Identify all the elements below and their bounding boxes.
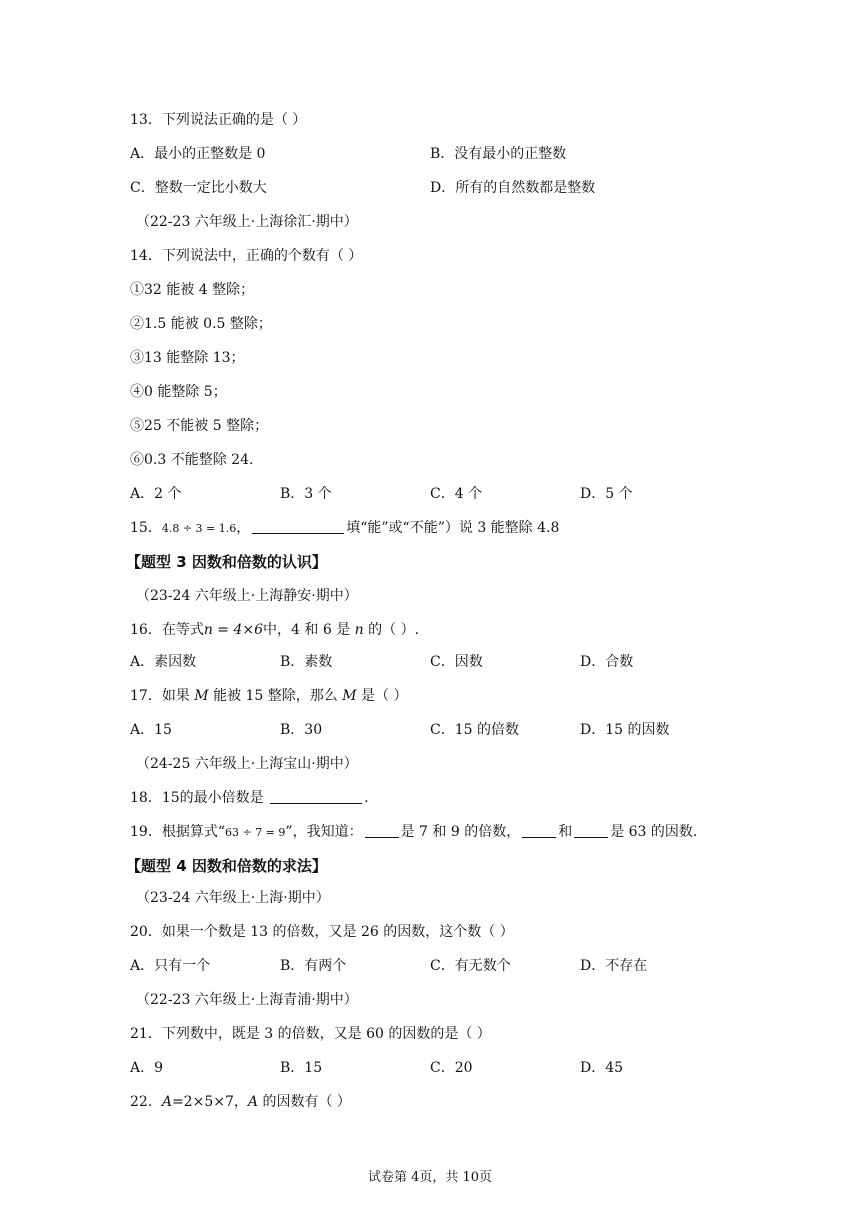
answer-blank[interactable] xyxy=(252,519,344,534)
q21-option-d: D．45 xyxy=(580,1060,624,1076)
q17-option-a: A．15 xyxy=(130,722,172,738)
q17-var: M xyxy=(194,688,209,704)
q16-post: 的（ ）. xyxy=(368,622,420,638)
answer-blank[interactable] xyxy=(365,823,399,838)
q13-stem: 13．下列说法正确的是（ ） xyxy=(130,112,307,128)
answer-blank[interactable] xyxy=(270,789,362,804)
q16-option-a: A．素因数 xyxy=(130,654,197,670)
q19-part2: 和 xyxy=(558,824,573,840)
answer-blank[interactable] xyxy=(522,823,556,838)
answer-blank[interactable] xyxy=(574,823,608,838)
q20-stem: 20．如果一个数是 13 的倍数，又是 26 的因数，这个数（ ） xyxy=(130,924,514,940)
q13-option-a: A．最小的正整数是 0 xyxy=(130,146,266,162)
q17-option-d: D．15 的因数 xyxy=(580,722,670,738)
q18-pre: 18．15的最小倍数是 xyxy=(130,790,264,806)
q19-mid: ”，我知道： xyxy=(285,824,363,840)
q22-mid: =2×5×7， xyxy=(171,1094,248,1110)
section-heading-4: 【题型 4 因数和倍数的求法】 xyxy=(126,857,327,875)
q16-mid: 中，4 和 6 是 xyxy=(263,622,351,638)
q20-option-a: A．只有一个 xyxy=(130,958,211,974)
q15-number: 15． xyxy=(130,520,162,536)
q22-stem xyxy=(130,1092,351,1112)
q19-equation: 63 ÷ 7 = 9 xyxy=(224,826,286,839)
q16-option-d: D．合数 xyxy=(580,654,634,670)
q21-option-c: C．20 xyxy=(430,1060,473,1076)
source-note: （24-25 六年级上·上海宝山·期中） xyxy=(136,756,358,772)
q20-option-d: D．不存在 xyxy=(580,958,648,974)
q21-option-b: B．15 xyxy=(280,1060,323,1076)
section-heading-3: 【题型 3 因数和倍数的认识】 xyxy=(126,553,327,571)
source-note: （22-23 六年级上·上海徐汇·期中） xyxy=(136,214,358,230)
q14-stem: 14．下列说法中，正确的个数有（ ） xyxy=(130,248,363,264)
q17-mid: 能被 15 整除，那么 xyxy=(213,688,338,704)
q22-post: 的因数有（ ） xyxy=(262,1094,351,1110)
q17-option-b: B．30 xyxy=(280,722,323,738)
q19-part1: 是 7 和 9 的倍数， xyxy=(400,824,521,840)
q21-option-a: A．9 xyxy=(130,1060,164,1076)
q14-option-a: A．2 个 xyxy=(130,486,182,502)
q14-option-d: D．5 个 xyxy=(580,486,633,502)
source-note: （22-23 六年级上·上海青浦·期中） xyxy=(136,992,358,1008)
q14-item: ④0 能整除 5； xyxy=(130,384,227,400)
q16-option-c: C．因数 xyxy=(430,654,483,670)
q17-pre: 17．如果 xyxy=(130,688,190,704)
q21-stem: 21．下列数中，既是 3 的倍数，又是 60 的因数的是（ ） xyxy=(130,1026,491,1042)
q19-part3: 是 63 的因数. xyxy=(610,824,698,840)
q15 xyxy=(130,518,559,539)
q16-pre: 16．在等式 xyxy=(130,622,204,638)
q14-item: ②1.5 能被 0.5 整除； xyxy=(130,316,272,332)
q18-post: . xyxy=(364,790,369,806)
q17-post: 是（ ） xyxy=(361,688,408,704)
q14-item: ①32 能被 4 整除； xyxy=(130,282,255,298)
q19 xyxy=(130,822,697,843)
q14-option-b: B．3 个 xyxy=(280,486,332,502)
source-note: （23-24 六年级上·上海·期中） xyxy=(136,890,330,906)
q20-option-c: C．有无数个 xyxy=(430,958,511,974)
q15-equation: 4.8 ÷ 3 = 1.6 xyxy=(161,522,237,535)
q16-var: n xyxy=(354,622,364,638)
q13-option-b: B．没有最小的正整数 xyxy=(430,146,567,162)
q14-item: ⑤25 不能被 5 整除； xyxy=(130,418,269,434)
q19-pre: 19．根据算式“ xyxy=(130,824,225,840)
q14-option-c: C．4 个 xyxy=(430,486,483,502)
q15-comma: ， xyxy=(236,520,251,536)
q20-option-b: B．有两个 xyxy=(280,958,347,974)
q18 xyxy=(130,788,369,808)
q22-var2: A xyxy=(247,1094,258,1110)
q14-item: ③13 能整除 13； xyxy=(130,350,245,366)
q16-equation: n = 4×6 xyxy=(203,622,264,638)
q16-option-b: B．素数 xyxy=(280,654,333,670)
q16-stem xyxy=(130,620,419,640)
q14-item: ⑥0.3 不能整除 24. xyxy=(130,452,254,468)
q22-var: A xyxy=(161,1094,172,1110)
q22-pre: 22． xyxy=(130,1094,162,1110)
q15-suffix: 填“能”或“不能”）说 3 能整除 4.8 xyxy=(346,520,560,536)
q13-option-d: D．所有的自然数都是整数 xyxy=(430,180,596,196)
page-footer: 试卷第 4页，共 10页 xyxy=(367,1170,493,1185)
q13-option-c: C．整数一定比小数大 xyxy=(130,180,267,196)
q17-var2: M xyxy=(342,688,357,704)
q17-stem xyxy=(130,686,408,706)
q17-option-c: C．15 的倍数 xyxy=(430,722,519,738)
source-note: （23-24 六年级上·上海静安·期中） xyxy=(136,588,358,604)
